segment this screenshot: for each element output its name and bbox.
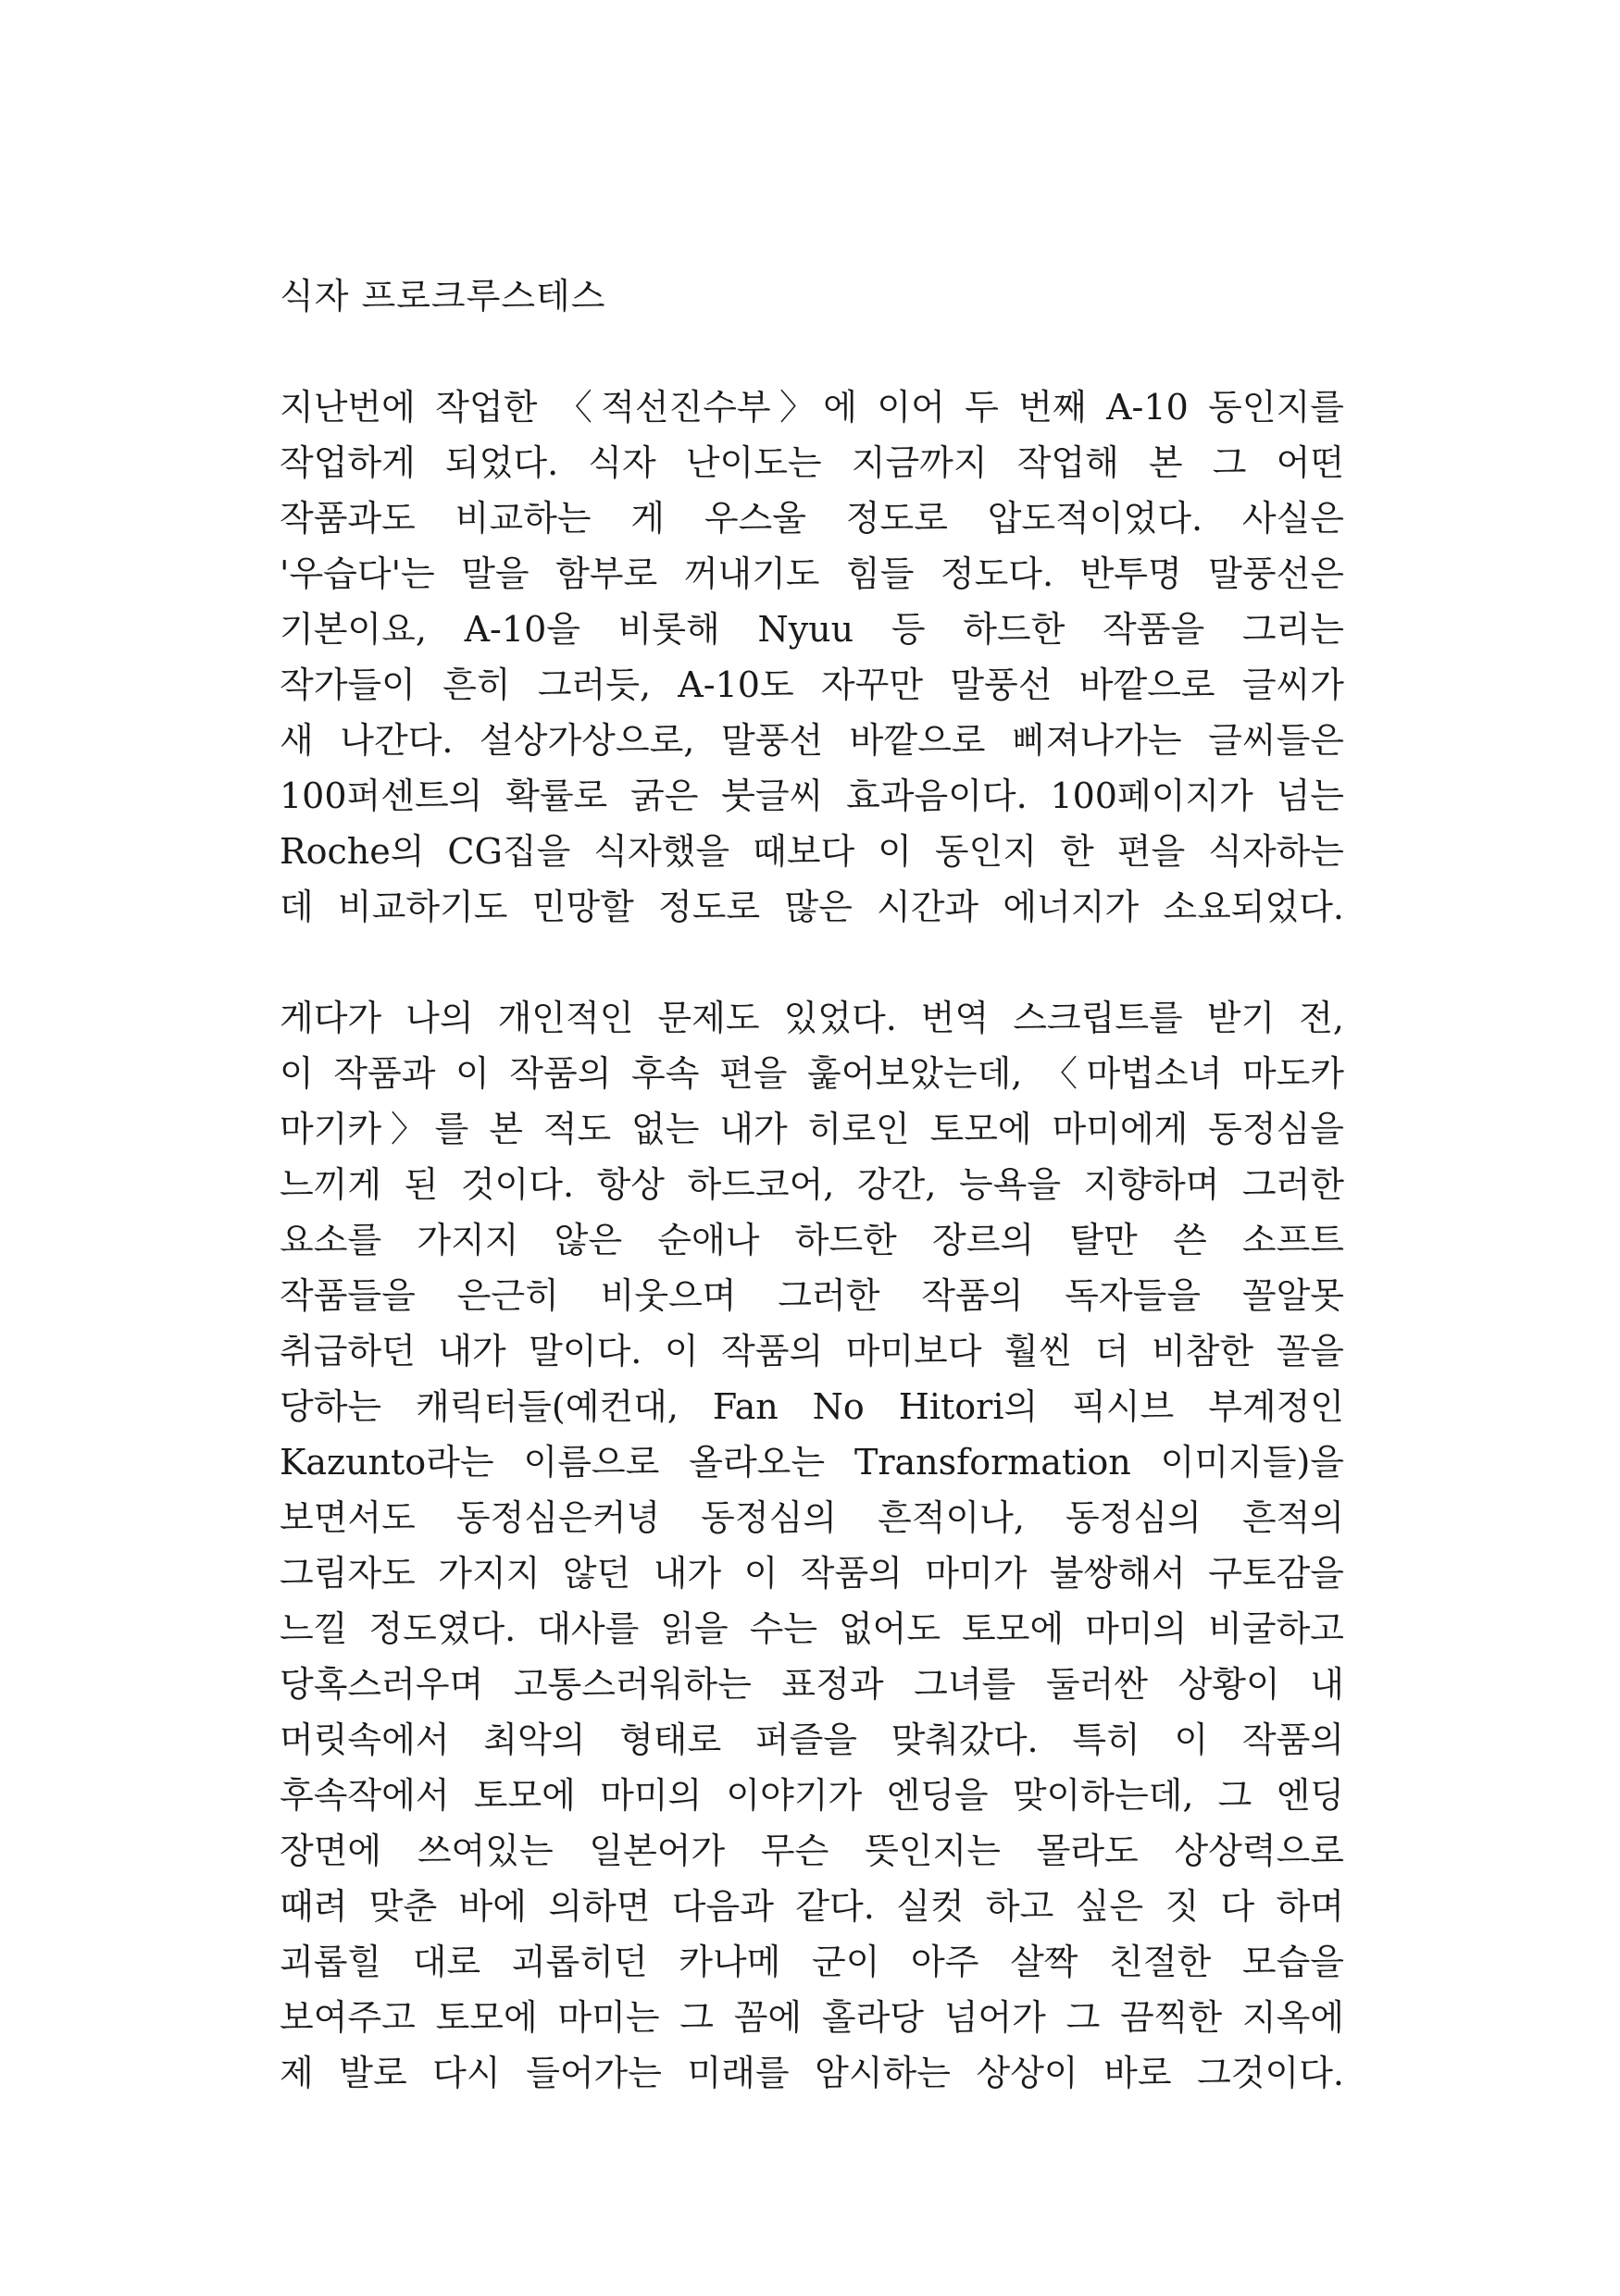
text-line: 게다가 나의 개인적인 문제도 있었다. 번역 스크립트를 받기 전, <box>280 998 1344 1038</box>
text-line: 그림자도 가지지 않던 내가 이 작품의 마미가 불쌍해서 구토감을 <box>280 1553 1344 1594</box>
paragraph-1 <box>280 379 1344 935</box>
text-line: '우습다'는 말을 함부로 꺼내기도 힘들 정도다. 반투명 말풍선은 <box>280 553 1344 594</box>
text-line: 당하는 캐릭터들(예컨대, Fan No Hitori의 픽시브 부계정인 <box>280 1386 1344 1427</box>
text-line: 작가들이 흔히 그러듯, A-10도 자꾸만 말풍선 바깥으로 글씨가 <box>280 664 1344 705</box>
text-line: 지난번에 작업한 〈적선진수부〉에 이어 두 번째 A-10 동인지를 <box>280 387 1344 428</box>
text-line: 당혹스러우며 고통스러워하는 표정과 그녀를 둘러싼 상황이 내 <box>280 1664 1344 1705</box>
text-line: Kazunto라는 이름으로 올라오는 Transformation 이미지들)을 <box>280 1442 1344 1483</box>
document-title: 식자 프로크루스테스 <box>280 276 606 316</box>
text-line: 머릿속에서 최악의 형태로 퍼즐을 맞춰갔다. 특히 이 작품의 <box>280 1719 1344 1760</box>
text-line: 때려 맞춘 바에 의하면 다음과 같다. 실컷 하고 싶은 짓 다 하며 <box>280 1886 1344 1927</box>
text-line: 장면에 쓰여있는 일본어가 무슨 뜻인지는 몰라도 상상력으로 <box>280 1831 1344 1871</box>
document-body <box>280 268 1344 2156</box>
text-line: 새 나간다. 설상가상으로, 말풍선 바깥으로 삐져나가는 글씨들은 <box>280 720 1344 761</box>
text-line: 마기카〉를 본 적도 없는 내가 히로인 토모에 마미에게 동정심을 <box>280 1109 1344 1149</box>
text-line: 제 발로 다시 들어가는 미래를 암시하는 상상이 바로 그것이다. <box>280 2053 1344 2093</box>
text-line: 느낄 정도였다. 대사를 읽을 수는 없어도 토모에 마미의 비굴하고 <box>280 1608 1344 1649</box>
text-line: 취급하던 내가 말이다. 이 작품의 마미보다 훨씬 더 비참한 꼴을 <box>280 1331 1344 1371</box>
text-line: 작품과도 비교하는 게 우스울 정도로 압도적이었다. 사실은 <box>280 498 1344 539</box>
text-line: 작품들을 은근히 비웃으며 그러한 작품의 독자들을 꼴알못 <box>280 1275 1344 1316</box>
text-line: 보여주고 토모에 마미는 그 꼼에 홀라당 넘어가 그 끔찍한 지옥에 <box>280 1997 1344 2038</box>
text-line: 괴롭힐 대로 괴롭히던 카나메 군이 아주 살짝 친절한 모습을 <box>280 1942 1344 1982</box>
text-line: 100퍼센트의 확률로 굵은 붓글씨 효과음이다. 100페이지가 넘는 <box>280 776 1344 816</box>
text-line: 보면서도 동정심은커녕 동정심의 흔적이나, 동정심의 흔적의 <box>280 1497 1344 1538</box>
text-line: 기본이요, A-10을 비롯해 Nyuu 등 하드한 작품을 그리는 <box>280 609 1344 650</box>
text-line: 느끼게 된 것이다. 항상 하드코어, 강간, 능욕을 지향하며 그러한 <box>280 1164 1344 1205</box>
text-line: 이 작품과 이 작품의 후속 편을 훑어보았는데, 〈마법소녀 마도카 <box>280 1053 1344 1094</box>
text-line: 후속작에서 토모에 마미의 이야기가 엔딩을 맞이하는데, 그 엔딩 <box>280 1775 1344 1816</box>
paragraph-2 <box>280 990 1344 2101</box>
text-line: 작업하게 되었다. 식자 난이도는 지금까지 작업해 본 그 어떤 <box>280 442 1344 483</box>
text-line: Roche의 CG집을 식자했을 때보다 이 동인지 한 편을 식자하는 <box>280 831 1344 872</box>
text-line: 데 비교하기도 민망할 정도로 많은 시간과 에너지가 소요되었다. <box>280 887 1344 927</box>
text-line: 요소를 가지지 않은 순애나 하드한 장르의 탈만 쓴 소프트 <box>280 1220 1344 1260</box>
